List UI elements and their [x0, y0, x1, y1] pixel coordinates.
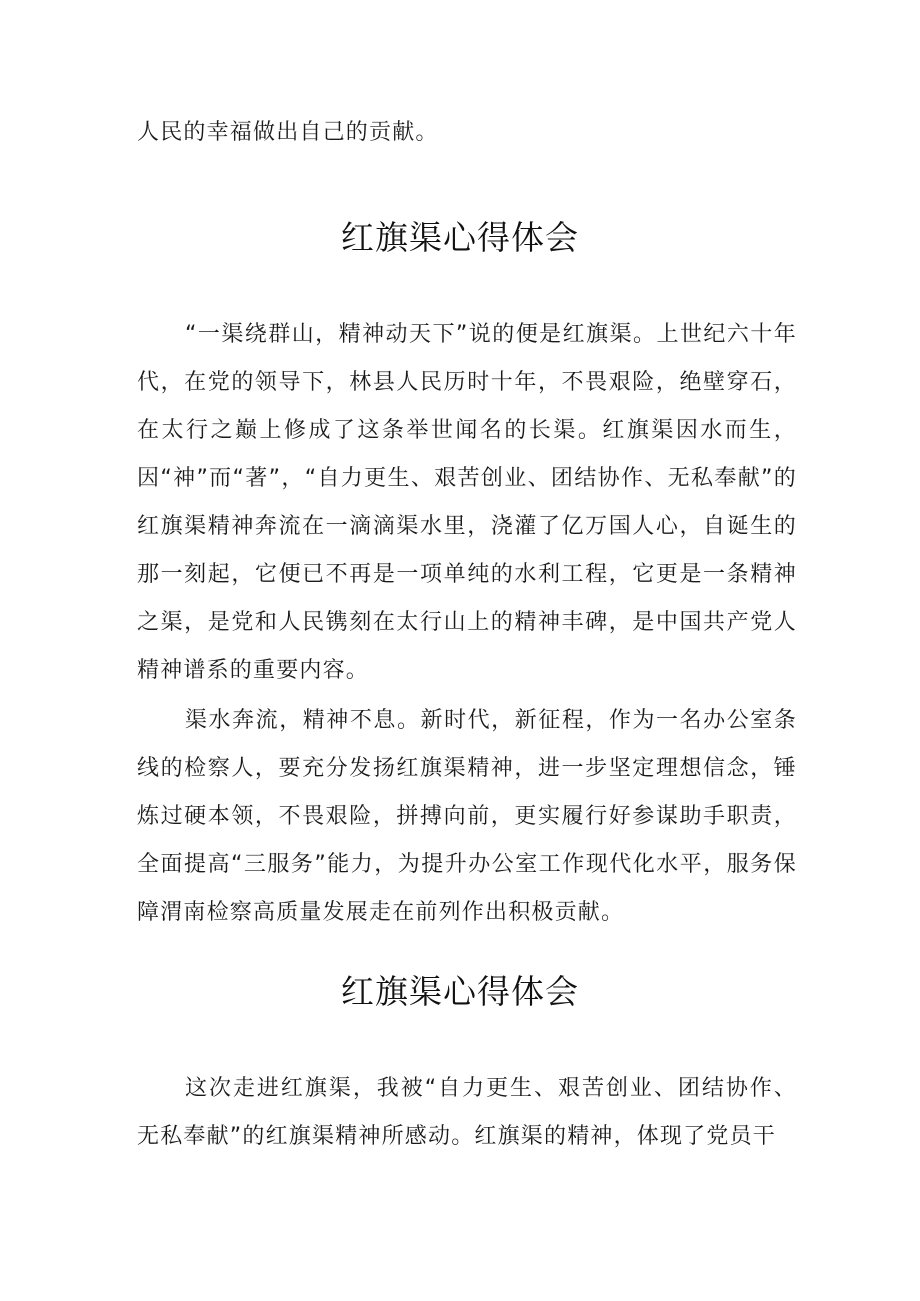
section-title: 红旗渠心得体会: [341, 972, 579, 1011]
continuation-paragraph: 人民的幸福做出自己的贡献。: [137, 120, 439, 145]
body-paragraph: “一渠绕群山，精神动天下”说的便是红旗渠。上世纪六十年代，在党的领导下，林县人民历时十年，不畏艰险，绝壁穿石，在太行之巅上修成了这条举世闻名的长渠。红旗渠因水而生，因“神”而“著”，“自力更生、艰苦创业、团结协作、无私奉献”的红旗渠精神奔流在一滴滴渠水里，浇灌了亿万国人心，自诞生的那一刻起，它便已不再是一项单纯的水利工程，它更是一条精神之渠，是党和人民镌刻在太行山上的精神丰碑，是中国共产党人精神谱系的重要内容。: [137, 322, 797, 683]
body-paragraph: 这次走进红旗渠，我被“自力更生、艰苦创业、团结协作、无私奉献”的红旗渠精神所感动。红旗渠的精神，体现了党员干: [137, 1076, 797, 1149]
body-paragraph: 渠水奔流，精神不息。新时代，新征程，作为一名办公室条线的检察人，要充分发扬红旗渠精神，进一步坚定理想信念，锤炼过硬本领，不畏艰险，拼搏向前，更实履行好参谋助手职责，全面提高“三服务”能力，为提升办公室工作现代化水平，服务保障渭南检察高质量发展走在前列作出积极贡献。: [137, 708, 797, 925]
section-title: 红旗渠心得体会: [341, 218, 579, 257]
